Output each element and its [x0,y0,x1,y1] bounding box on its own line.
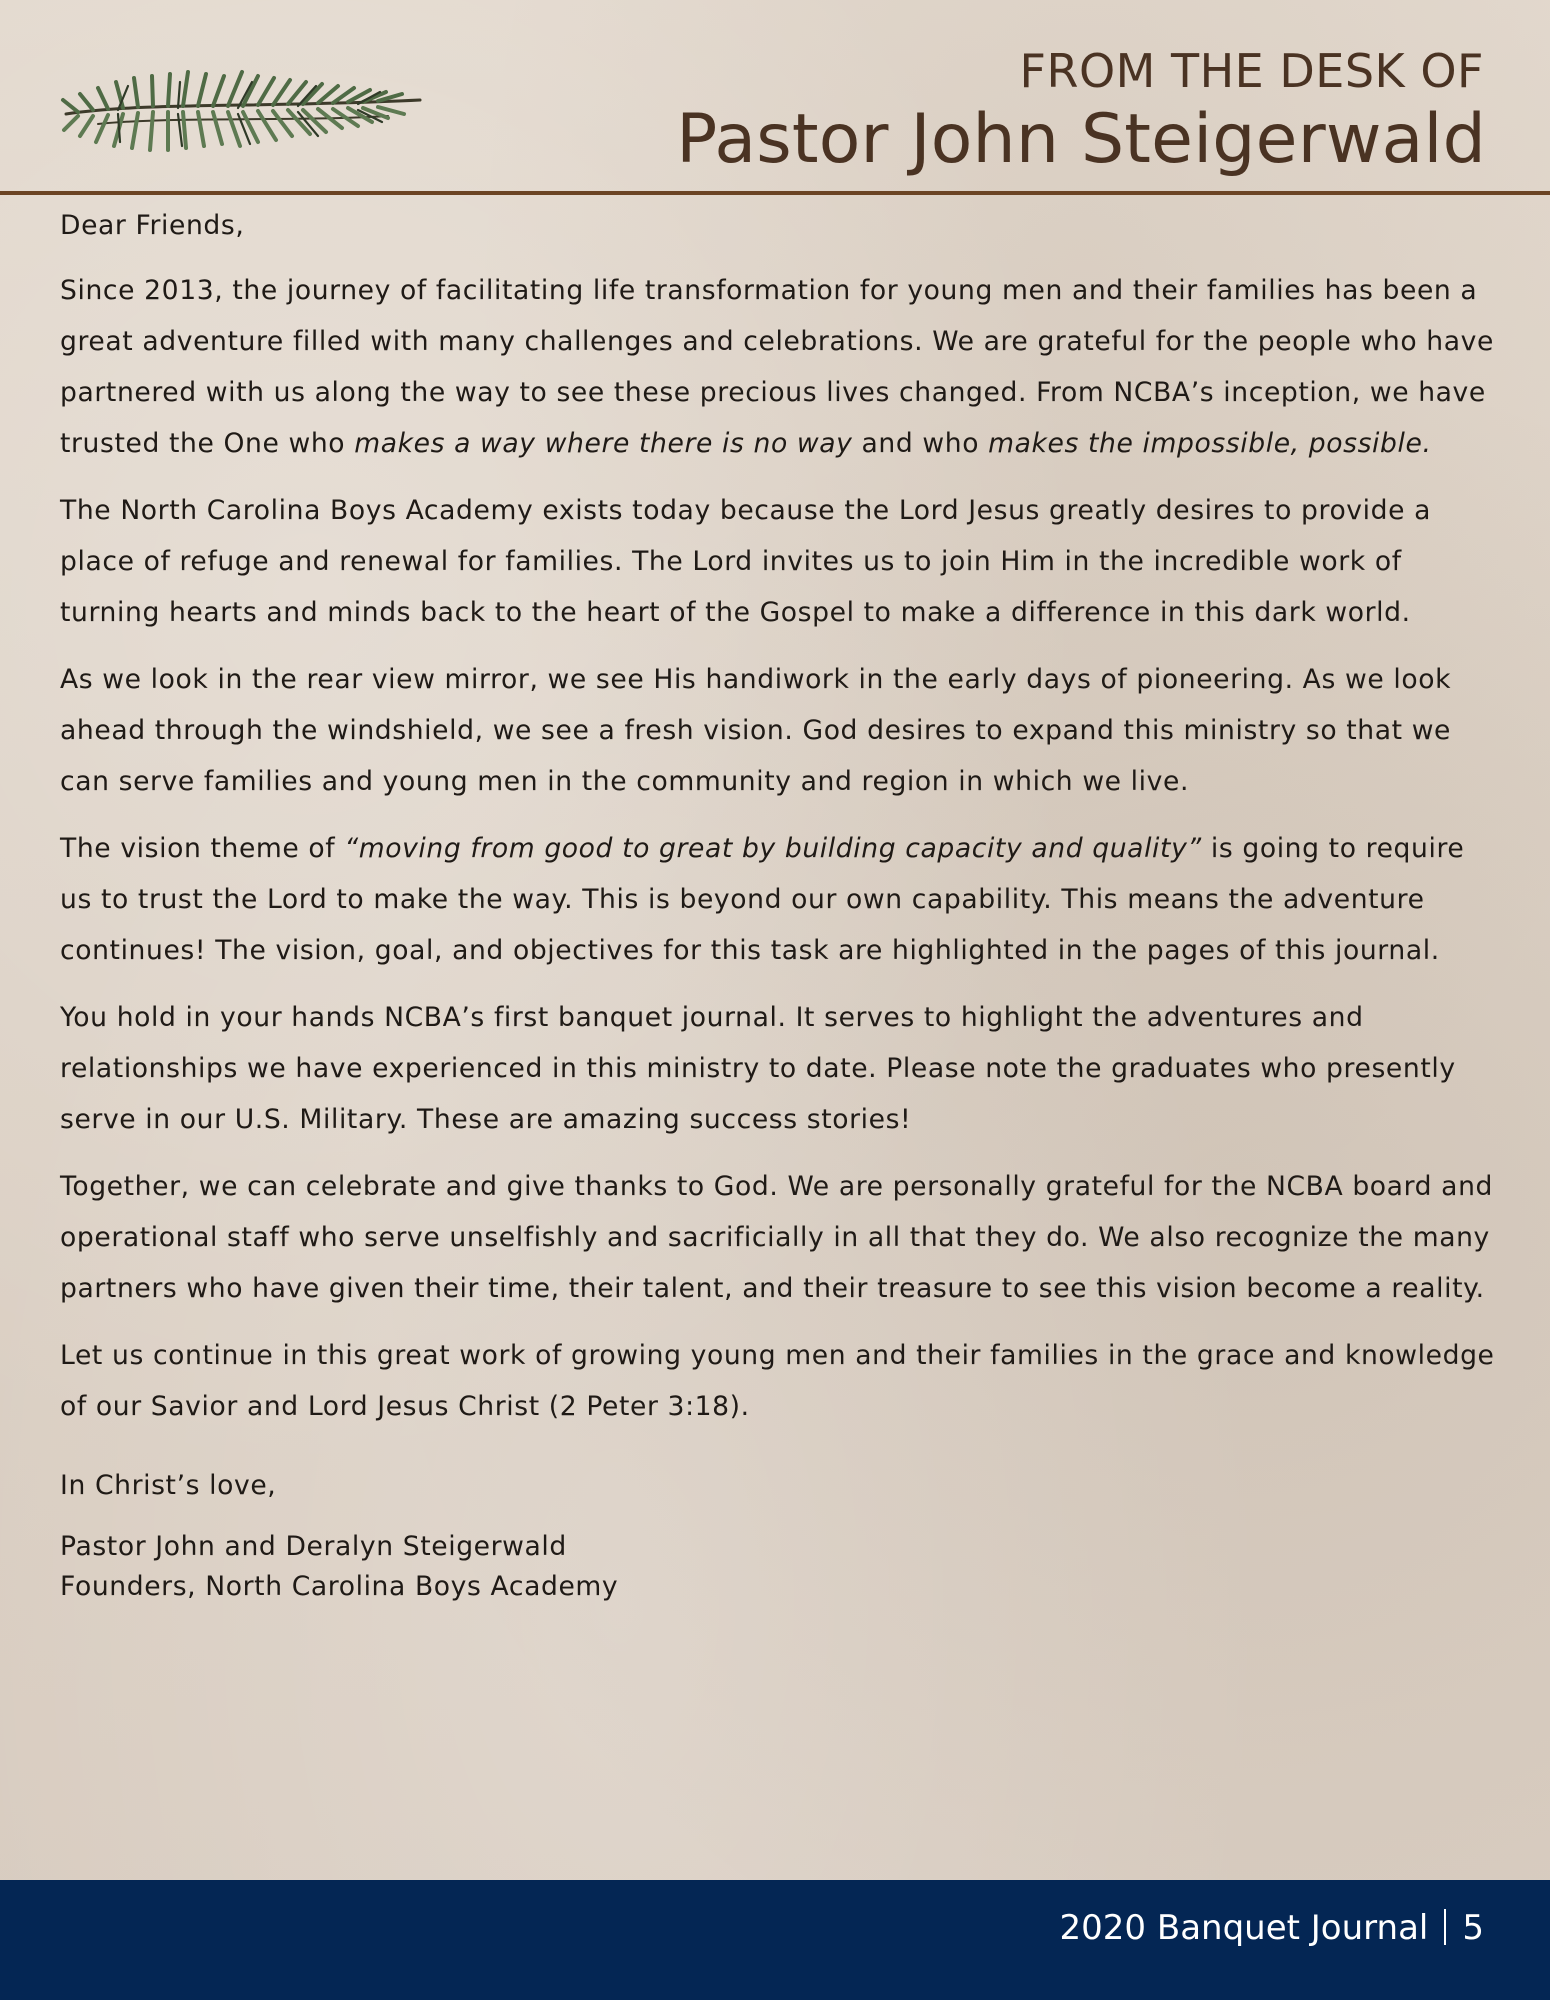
signature-block [60,1527,1500,1607]
letter-body [60,200,1500,1607]
paragraph-1-emphasis: makes a way where there is no way [354,428,853,459]
paragraph-4-text-continued: is going to require us to trust the Lord to make the way. This is beyond our own capability. This means the adventure continues! The vision, goal, and objectives for this task are highlighted in the pages of this journal. [60,833,1465,966]
paragraph-1-emphasis-end: makes the impossible, possible. [988,428,1432,459]
footer-label [1060,1908,1484,1948]
vision-theme-quote: “moving from good to great by building capacity and quality” [344,833,1202,864]
header-kicker: FROM THE DESK OF [1019,44,1484,98]
closing: In Christ’s love, [60,1470,277,1501]
paragraph-2: The North Carolina Boys Academy exists today because the Lord Jesus greatly desires to provide a place of refuge and renewal for families. The Lord invites us to join Him in the incredible work of turning hearts and minds back to the heart of the Gospel to make a difference in this dark world. [60,495,1432,628]
salutation: Dear Friends, [60,210,245,241]
header-divider [0,191,1550,195]
page-title: Pastor John Steigerwald [676,100,1486,179]
page-header [0,0,1550,195]
signature-names: Pastor John and Deralyn Steigerwald [60,1531,567,1562]
evergreen-sprig-icon [58,52,428,162]
paragraph-1 [60,265,1500,469]
paragraph-4-text: The vision theme of [60,833,345,864]
signature-title: Founders, North Carolina Boys Academy [60,1571,619,1602]
publication-title: 2020 Banquet Journal [1059,1908,1429,1948]
paragraph-3: As we look in the rear view mirror, we see His handiwork in the early days of pioneering. As we look ahead through the windshield, we see a fresh vision. God desires to expand this ministry so that we can serve families and young men in the community and region in which we live. [60,664,1452,797]
paragraph-4 [60,823,1500,976]
page-footer [0,1880,1550,2000]
paragraph-5: You hold in your hands NCBA’s first banquet journal. It serves to highlight the adventures and relationships we have experienced in this ministry to date. Please note the graduates who presently serve in our U.S. Military. These are amazing success stories! [60,1002,1456,1135]
paragraph-1-text-continued: and who [852,428,989,459]
page-number: 5 [1462,1908,1484,1948]
paragraph-6: Together, we can celebrate and give thanks to God. We are personally grateful for the NCBA board and operational staff who serve unselfishly and sacrificially in all that they do. We also recognize the many partners who have given their time, their talent, and their treasure to see this vision become a reality. [60,1171,1494,1304]
paragraph-1-text: Since 2013, the journey of facilitating life transformation for young men and their families has been a great adventure filled with many challenges and celebrations. We are grateful for the people who have partnered with us along the way to see these precious lives changed. From NCBA’s inception, we have trusted the One who [60,275,1494,459]
footer-separator [1444,1909,1446,1945]
paragraph-7: Let us continue in this great work of growing young men and their families in the grace and knowledge of our Savior and Lord Jesus Christ (2 Peter 3:18). [60,1340,1495,1422]
